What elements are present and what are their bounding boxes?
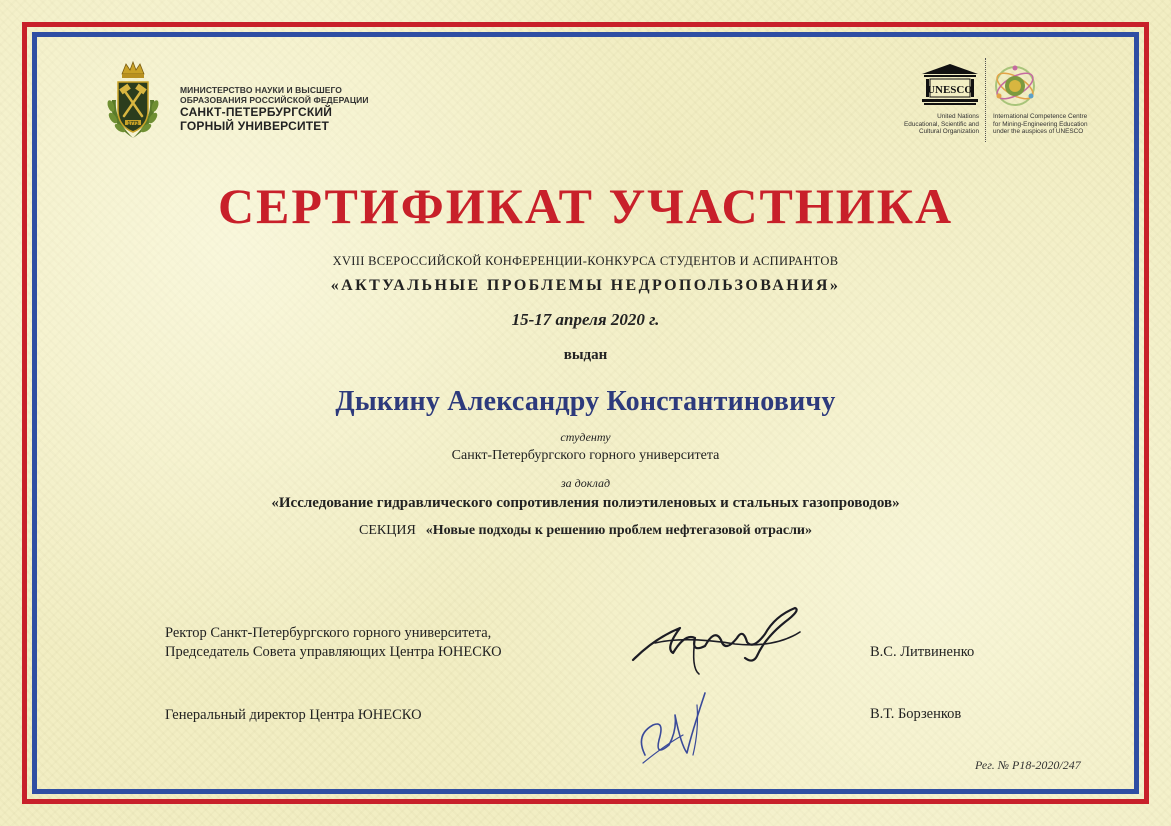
rector-title — [165, 624, 502, 662]
director-title: Генеральный директор Центра ЮНЕСКО — [165, 707, 422, 723]
rector-title-line-2: Председатель Совета управляющих Центра ЮНЕСКО — [165, 644, 502, 660]
conference-name: «АКТУАЛЬНЫЕ ПРОБЛЕМЫ НЕДРОПОЛЬЗОВАНИЯ» — [330, 277, 841, 294]
recipient-role: студенту — [560, 430, 611, 444]
university-emblem-icon — [100, 60, 166, 142]
report-title: «Исследование гидравлического сопротивления полиэтиленовых и стальных газопроводов» — [271, 495, 900, 511]
university-line-1: САНКТ-ПЕТЕРБУРГСКИЙ — [180, 105, 333, 119]
registration-number: Рег. № Р18-2020/247 — [975, 758, 1081, 772]
ministry-block — [180, 85, 369, 133]
centre-line-1: International Competence Centre — [993, 113, 1088, 120]
rector-name: В.С. Литвиненко — [870, 644, 975, 660]
recipient-name: Дыкину Александру Константиновичу — [335, 386, 836, 417]
unesco-logo-icon — [920, 62, 980, 107]
section-line — [0, 523, 1171, 539]
director-signature — [625, 685, 725, 770]
section-label: СЕКЦИЯ — [359, 523, 416, 538]
unesco-logo-text: UNESCO — [927, 84, 973, 96]
unesco-caption — [860, 113, 979, 136]
unesco-line-2: Educational, Scientific and — [904, 120, 979, 128]
rector-title-line-1: Ректор Санкт-Петербургского горного университета, — [165, 625, 492, 641]
section-title: «Новые подходы к решению проблем нефтегазовой отрасли» — [425, 523, 812, 538]
unesco-line-1: United Nations — [937, 113, 979, 120]
conference-dates: 15-17 апреля 2020 г. — [511, 310, 660, 329]
centre-line-2: for Mining-Engineering Education — [993, 120, 1088, 128]
certificate-title: СЕРТИФИКАТ УЧАСТНИКА — [217, 178, 954, 234]
university-line-2: ГОРНЫЙ УНИВЕРСИТЕТ — [180, 119, 330, 133]
conference-line: XVIII ВСЕРОССИЙСКОЙ КОНФЕРЕНЦИИ-КОНКУРСА СТУДЕНТОВ И АСПИРАНТОВ — [332, 254, 839, 268]
unesco-line-3: Cultural Organization — [918, 128, 979, 136]
issued-label: выдан — [563, 347, 608, 363]
director-name: В.Т. Борзенков — [870, 706, 962, 722]
rector-signature — [625, 598, 805, 678]
emblem-year: 1773 — [127, 121, 139, 127]
for-report-label: за доклад — [560, 476, 611, 490]
ministry-line-2: ОБРАЗОВАНИЯ РОССИЙСКОЙ ФЕДЕРАЦИИ — [180, 95, 369, 105]
recipient-organization: Санкт-Петербургского горного университета — [451, 448, 720, 463]
centre-caption — [993, 113, 1103, 136]
header-divider — [985, 58, 986, 142]
competence-centre-logo-icon — [993, 64, 1037, 108]
centre-line-3: under the auspices of UNESCO — [993, 128, 1084, 136]
ministry-line-1: МИНИСТЕРСТВО НАУКИ И ВЫСШЕГО — [180, 85, 343, 95]
